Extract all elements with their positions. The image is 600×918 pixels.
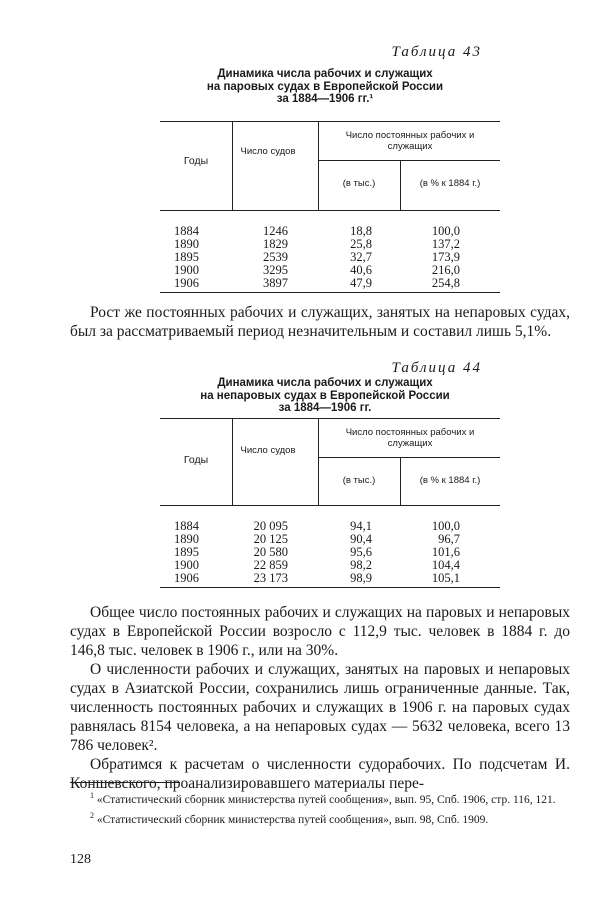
cell-year: 1900: [174, 558, 199, 572]
table-44-title-line: за 1884—1906 гг.: [278, 402, 372, 414]
cell-percent: 100,0: [431, 224, 460, 238]
cell-year: 1884: [174, 519, 199, 533]
table-43: [160, 121, 500, 293]
page-number: 128: [70, 852, 91, 867]
footnotes: [70, 788, 570, 828]
table-43-title-line: за 1884—1906 гг.¹: [276, 93, 374, 105]
cell-ships: 3295: [263, 263, 288, 277]
cell-percent: 254,8: [431, 276, 460, 290]
footnote-text: «Статистический сборник министерства путей сообщения», вып. 95, Спб. 1906, стр. 116, 121.: [96, 793, 556, 806]
table-44-title-line: Динамика числа рабочих и служащих: [217, 377, 433, 389]
cell-ships: 20 125: [253, 532, 288, 546]
footnote-mark: 1: [90, 791, 94, 800]
paragraph: Общее число постоянных рабочих и служащих на паровых и непаровых судах в Европейской России возросло с 112,9 тыс. человек в 1884 г. до 146,8 тыс. человек в 1906 г., или на 30%.: [70, 604, 570, 659]
paragraph: О численности рабочих и служащих, занятых на паровых и непаровых судах в Азиатской России, сохранились лишь ограниченные данные. Так, численность постоянных рабочих и служащих в 1906 г. на паровых судах равнялась 8154 человека, а на непаровых судах — 5632 человека, всего 13 786 человек².: [70, 661, 570, 754]
footnote-text: «Статистический сборник министерства путей сообщения», вып. 98, Спб. 1909.: [96, 813, 489, 826]
header-thousands: (в тыс.): [342, 178, 376, 189]
body-text-2: [70, 603, 570, 793]
cell-percent: 101,6: [431, 545, 460, 559]
header-ships: Число судов: [240, 146, 296, 157]
cell-ships: 2539: [263, 250, 288, 264]
table-44: [160, 418, 500, 588]
cell-percent: 96,7: [438, 532, 460, 546]
cell-year: 1895: [174, 250, 199, 264]
cell-thousands: 32,7: [350, 250, 372, 264]
cell-thousands: 25,8: [350, 237, 372, 251]
cell-year: 1884: [174, 224, 199, 238]
table-row: [160, 572, 500, 585]
header-years: Годы: [183, 454, 209, 466]
footnote-divider: [70, 782, 180, 783]
footnote: [70, 808, 570, 828]
cell-ships: 1829: [263, 237, 288, 251]
table-43-title-line: Динамика числа рабочих и служащих: [217, 68, 433, 80]
header-ships: Число судов: [240, 445, 296, 456]
table-44-body: [160, 506, 500, 587]
cell-ships: 22 859: [253, 558, 288, 572]
cell-percent: 100,0: [431, 519, 460, 533]
cell-year: 1895: [174, 545, 199, 559]
cell-percent: 105,1: [431, 571, 460, 585]
header-years: Годы: [183, 155, 209, 167]
table-43-title: [160, 68, 490, 106]
cell-thousands: 95,6: [350, 545, 372, 559]
cell-ships: 23 173: [253, 571, 288, 585]
cell-thousands: 18,8: [350, 224, 372, 238]
cell-year: 1900: [174, 263, 199, 277]
footnote: [70, 788, 570, 808]
cell-ships: 20 580: [253, 545, 288, 559]
cell-thousands: 98,2: [350, 558, 372, 572]
header-thousands: (в тыс.): [342, 475, 376, 486]
cell-percent: 173,9: [431, 250, 460, 264]
table-43-label: Таблица 43: [391, 44, 482, 60]
header-workers-group: Число постоянных рабочих и служащих: [345, 130, 475, 152]
cell-thousands: 94,1: [350, 519, 372, 533]
header-workers-group: Число постоянных рабочих и служащих: [345, 427, 475, 449]
cell-percent: 104,4: [431, 558, 460, 572]
cell-percent: 137,2: [431, 237, 460, 251]
cell-percent: 216,0: [431, 263, 460, 277]
cell-year: 1890: [174, 237, 199, 251]
header-percent: (в % к 1884 г.): [419, 178, 481, 189]
cell-ships: 1246: [263, 224, 288, 238]
table-44-title: [160, 377, 490, 415]
table-43-header: [160, 122, 500, 211]
cell-thousands: 40,6: [350, 263, 372, 277]
cell-thousands: 98,9: [350, 571, 372, 585]
cell-year: 1906: [174, 276, 199, 290]
table-43-body: [160, 211, 500, 292]
header-percent: (в % к 1884 г.): [419, 475, 481, 486]
table-44-header: [160, 419, 500, 506]
body-text-1: [70, 303, 570, 341]
table-43-title-line: на паровых судах в Европейской России: [206, 80, 444, 93]
cell-thousands: 47,9: [350, 276, 372, 290]
paragraph: Обратимся к расчетам о численности судорабочих. По подсчетам И. Коншевского, проанализировавшего материалы пере-: [70, 756, 570, 792]
paragraph: Рост же постоянных рабочих и служащих, занятых на непаровых судах, был за рассматриваемый период незначительным и составил лишь 5,1%.: [70, 304, 570, 340]
cell-ships: 3897: [263, 276, 288, 290]
table-44-label: Таблица 44: [391, 360, 482, 376]
table-44-title-line: на непаровых судах в Европейской России: [200, 389, 450, 402]
cell-thousands: 90,4: [350, 532, 372, 546]
table-row: [160, 277, 500, 290]
cell-ships: 20 095: [253, 519, 288, 533]
footnote-mark: 2: [90, 810, 94, 820]
cell-year: 1906: [174, 571, 199, 585]
cell-year: 1890: [174, 532, 199, 546]
